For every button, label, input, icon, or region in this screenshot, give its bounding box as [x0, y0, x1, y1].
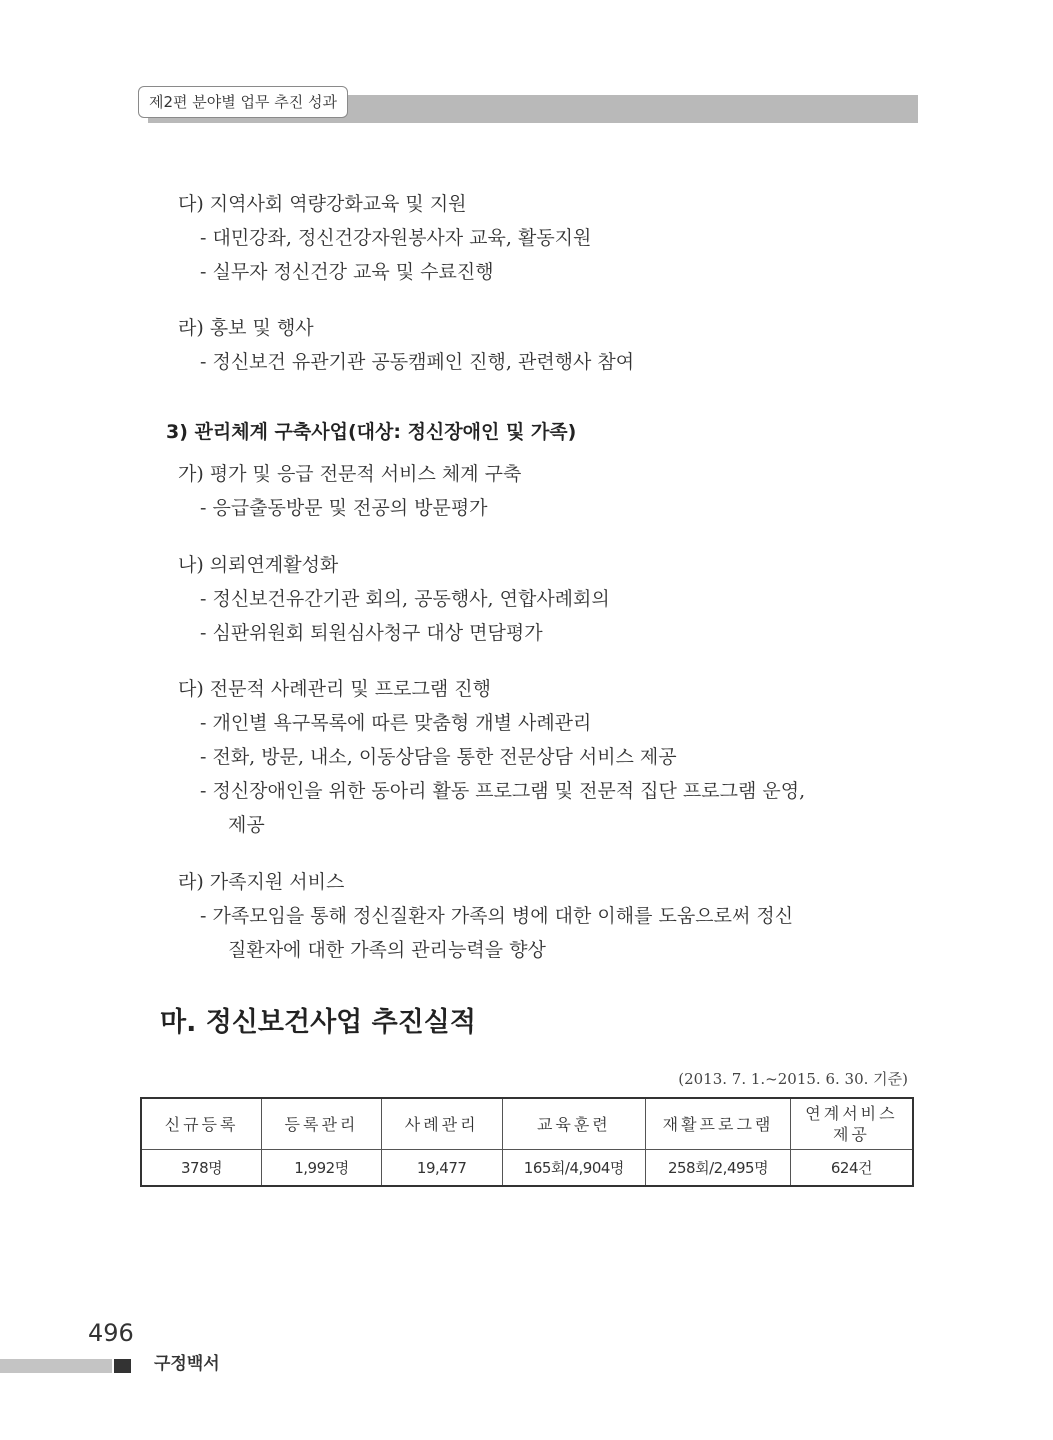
header-linkage-service-line2: 제공 — [832, 1125, 870, 1144]
book-title: 구정백서 — [154, 1354, 220, 1374]
item-da-community-education: 다) 지역사회 역량강화교육 및 지원 — [178, 193, 467, 215]
table-header-row — [141, 1098, 913, 1150]
cell-registration-management: 1,992명 — [262, 1150, 382, 1187]
item-ga-emergency-service: 가) 평가 및 응급 전문적 서비스 체계 구축 — [178, 463, 522, 485]
cell-new-registration: 378명 — [141, 1150, 262, 1187]
bullet-club-program: - 정신장애인을 위한 동아리 활동 프로그램 및 전문적 집단 프로그램 운영, — [200, 780, 806, 802]
bullet-practitioner-education: - 실무자 정신건강 교육 및 수료진행 — [200, 261, 494, 283]
section-3-heading: 3) 관리체계 구축사업(대상: 정신장애인 및 가족) — [166, 421, 577, 443]
item-na-referral: 나) 의뢰연계활성화 — [178, 554, 339, 576]
bullet-family-meeting-cont: 질환자에 대한 가족의 관리능력을 향상 — [228, 939, 546, 961]
page-number: 496 — [88, 1319, 134, 1347]
period-note: (2013. 7. 1.~2015. 6. 30. 기준) — [678, 1070, 908, 1088]
cell-education-training: 165회/4,904명 — [502, 1150, 646, 1187]
header-case-management: 사례관리 — [381, 1098, 502, 1150]
item-ra-publicity: 라) 홍보 및 행사 — [178, 317, 314, 339]
item-ra-family-support: 라) 가족지원 서비스 — [178, 871, 345, 893]
bullet-emergency-visit: - 응급출동방문 및 전공의 방문평가 — [200, 497, 488, 519]
footer-square — [114, 1359, 131, 1373]
cell-linkage-service: 624건 — [790, 1150, 913, 1187]
section-tab: 제2편 분야별 업무 추진 성과 — [138, 86, 348, 118]
header-linkage-service — [790, 1098, 913, 1150]
bullet-joint-campaign: - 정신보건 유관기관 공동캠페인 진행, 관련행사 참여 — [200, 351, 635, 373]
bullet-custom-case: - 개인별 욕구목록에 따른 맞춤형 개별 사례관리 — [200, 712, 592, 734]
header-rehab-program: 재활프로그램 — [646, 1098, 791, 1150]
table-row — [141, 1150, 913, 1187]
header-registration-management: 등록관리 — [262, 1098, 382, 1150]
footer-bar — [0, 1359, 112, 1373]
cell-rehab-program: 258회/2,495명 — [646, 1150, 791, 1187]
section-title: 마. 정신보건사업 추진실적 — [160, 1007, 476, 1038]
bullet-counseling: - 전화, 방문, 내소, 이동상담을 통한 전문상담 서비스 제공 — [200, 746, 677, 768]
bullet-discharge-review: - 심판위원회 퇴원심사청구 대상 면담평가 — [200, 622, 543, 644]
header-linkage-service-line1: 연계서비스 — [805, 1104, 898, 1123]
cell-case-management: 19,477 — [381, 1150, 502, 1187]
bullet-family-meeting: - 가족모임을 통해 정신질환자 가족의 병에 대한 이해를 도움으로써 정신 — [200, 905, 794, 927]
header-new-registration: 신규등록 — [141, 1098, 262, 1150]
item-da-case-management: 다) 전문적 사례관리 및 프로그램 진행 — [178, 678, 491, 700]
performance-table — [140, 1097, 914, 1187]
header-education-training: 교육훈련 — [502, 1098, 646, 1150]
bullet-club-program-cont: 제공 — [228, 814, 265, 836]
bullet-agency-meeting: - 정신보건유간기관 회의, 공동행사, 연합사례회의 — [200, 588, 610, 610]
bullet-public-lecture: - 대민강좌, 정신건강자원봉사자 교육, 활동지원 — [200, 227, 592, 249]
